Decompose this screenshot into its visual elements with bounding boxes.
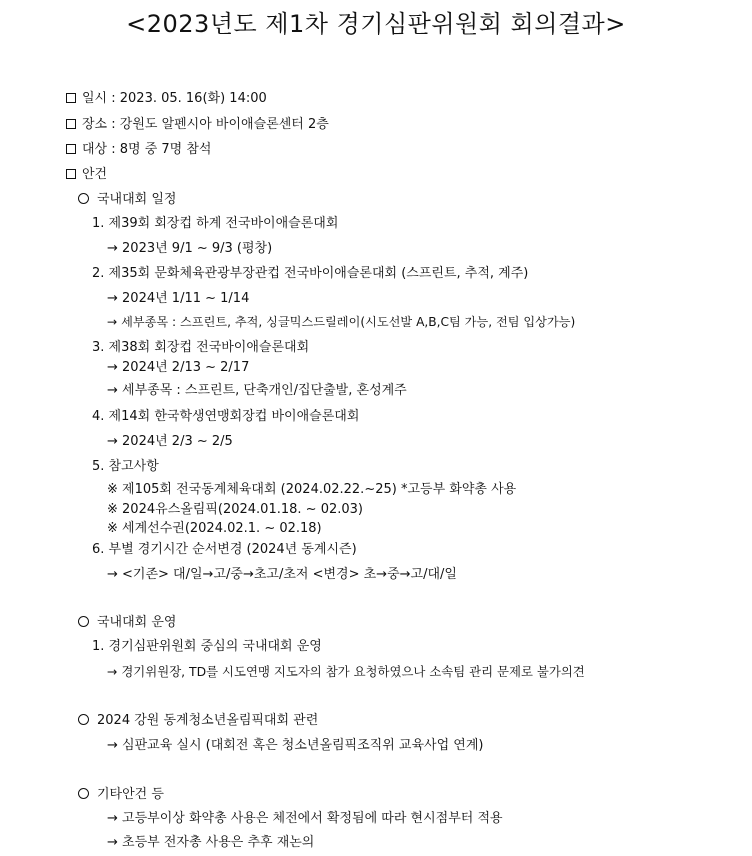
section3-heading-text: 2024 강원 동계청소년올림픽대회 관련 xyxy=(97,713,319,728)
section1-item3-date: → 2024년 2/13 ~ 2/17 xyxy=(107,360,250,375)
section3-heading xyxy=(78,712,318,729)
checkbox-icon xyxy=(66,119,76,129)
section1-item5: 5. 참고사항 xyxy=(92,459,159,474)
circle-bullet-icon xyxy=(78,788,89,799)
section1-item6-detail: → <기존> 대/일→고/중→초고/초저 <변경> 초→중→고/대/일 xyxy=(107,567,457,582)
section1-heading-text: 국내대회 일정 xyxy=(97,192,177,207)
section4-heading xyxy=(78,786,164,803)
circle-bullet-icon xyxy=(78,714,89,725)
section1-item2-detail: → 세부종목 : 스프린트, 추적, 싱글믹스드릴레이(시도선발 A,B,C팀 가능, 전팀 입상가능) xyxy=(107,315,576,329)
section2-item1: 1. 경기심판위원회 중심의 국내대회 운영 xyxy=(92,639,322,654)
section1-item2-date: → 2024년 1/11 ~ 1/14 xyxy=(107,291,250,306)
section1-item3: 3. 제38회 회장컵 전국바이애슬론대회 xyxy=(92,340,310,355)
section4-detail1: → 고등부이상 화약총 사용은 체전에서 확정됨에 따라 현시점부터 적용 xyxy=(107,811,503,826)
circle-bullet-icon xyxy=(78,616,89,627)
section4-detail2: → 초등부 전자총 사용은 추후 재논의 xyxy=(107,835,315,850)
section1-item4-date: → 2024년 2/3 ~ 2/5 xyxy=(107,434,233,449)
overview-place xyxy=(66,116,329,133)
overview-place-text: 장소 : 강원도 알펜시아 바이애슬론센터 2층 xyxy=(82,117,329,132)
section3-detail: → 심판교육 실시 (대회전 혹은 청소년올림픽조직위 교육사업 연계) xyxy=(107,738,484,753)
section2-heading xyxy=(78,614,176,631)
section2-heading-text: 국내대회 운영 xyxy=(97,615,177,630)
checkbox-icon xyxy=(66,144,76,154)
section1-item1: 1. 제39회 회장컵 하계 전국바이애슬론대회 xyxy=(92,216,339,231)
page-title: <2023년도 제1차 경기심판위원회 회의결과> xyxy=(126,10,626,38)
overview-date xyxy=(66,90,267,107)
section1-ref1: ※ 제105회 전국동계체육대회 (2024.02.22.~25) *고등부 화약총 사용 xyxy=(107,482,517,497)
checkbox-icon xyxy=(66,93,76,103)
section4-heading-text: 기타안건 등 xyxy=(97,787,164,802)
section2-item1-detail: → 경기위원장, TD를 시도연맹 지도자의 참가 요청하였으나 소속팀 관리 문제로 불가의견 xyxy=(107,664,585,679)
section1-item6: 6. 부별 경기시간 순서변경 (2024년 동계시즌) xyxy=(92,542,357,557)
section1-heading xyxy=(78,191,176,208)
circle-bullet-icon xyxy=(78,193,89,204)
checkbox-icon xyxy=(66,169,76,179)
overview-attendees xyxy=(66,141,212,158)
section1-item3-detail: → 세부종목 : 스프린트, 단축개인/집단출발, 혼성계주 xyxy=(107,383,407,398)
overview-date-text: 일시 : 2023. 05. 16(화) 14:00 xyxy=(82,91,267,106)
section1-ref3: ※ 세계선수권(2024.02.1. ~ 02.18) xyxy=(107,521,322,536)
section1-item2: 2. 제35회 문화체육관광부장관컵 전국바이애슬론대회 (스프린트, 추적, 계주) xyxy=(92,266,529,281)
overview-attendees-text: 대상 : 8명 중 7명 참석 xyxy=(82,142,212,157)
section1-item4: 4. 제14회 한국학생연맹회장컵 바이애슬론대회 xyxy=(92,409,360,424)
section1-item1-date: → 2023년 9/1 ~ 9/3 (평창) xyxy=(107,241,273,256)
overview-agenda xyxy=(66,166,107,183)
section1-ref2: ※ 2024유스올림픽(2024.01.18. ~ 02.03) xyxy=(107,502,363,517)
overview-agenda-text: 안건 xyxy=(82,167,108,182)
